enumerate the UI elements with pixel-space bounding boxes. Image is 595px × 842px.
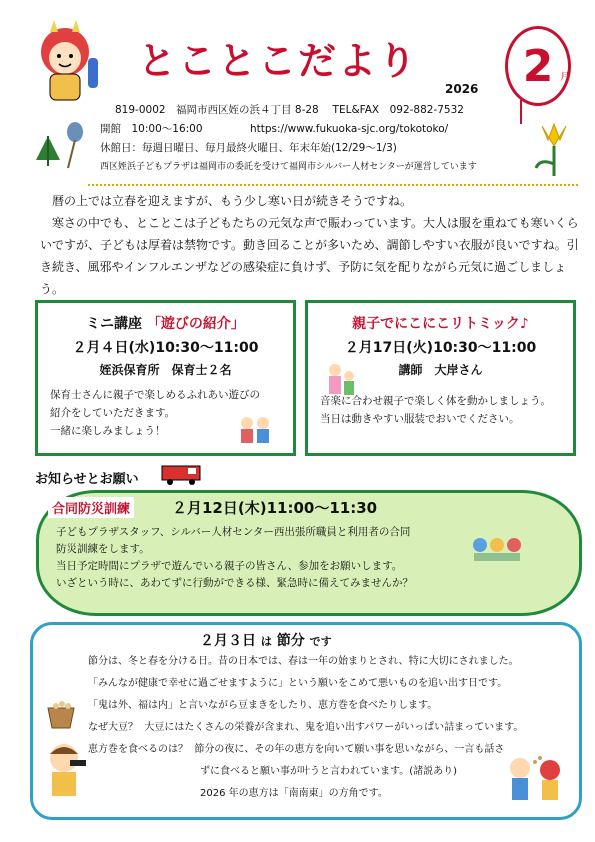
- child-eating-ehomaki-icon: [40, 740, 88, 800]
- oni-illustration: [20, 18, 110, 108]
- website-link[interactable]: https://www.fukuoka-sjc.org/tokotoko/: [250, 123, 449, 135]
- rhythmic-datetime: ２月17日(火)10:30～11:00: [344, 340, 537, 356]
- intro-text: [40, 190, 580, 300]
- month-suffix: 月: [560, 72, 570, 83]
- q2-label: 恵方巻を食べるのは？: [88, 744, 188, 755]
- setsubun-particle: は: [260, 635, 272, 648]
- dancing-parent-child-icon: [325, 362, 357, 398]
- issue-month: 2: [522, 40, 554, 92]
- fire-truck-icon: [160, 460, 204, 486]
- setsubun-q2: [88, 740, 504, 760]
- setsubun-ehou: 2026 年の恵方は「南南東」の方角です。: [200, 788, 388, 799]
- setsubun-name: 節分: [276, 633, 305, 649]
- setsubun-p1: 節分は、冬と春を分ける日。昔の日本では、春は一年の始まりとされ、特に大切にされました。: [88, 656, 519, 667]
- month-balloon: [505, 26, 571, 106]
- operator-note: 西区姪浜子どもプラザは福岡市の委託を受けて福岡市シルバー人材センターが運営しています: [100, 162, 477, 172]
- q1-label: なぜ大豆？: [88, 722, 138, 733]
- mini-lecture-topic: 「遊びの紹介」: [146, 316, 245, 332]
- tulip-flower-icon: [530, 118, 578, 178]
- drill-line-3: 当日予定時間にプラザで遊んでいる親子の皆さん、参加をお願いします。: [56, 560, 403, 572]
- setsubun-q2-cont: ずに食べると願い事が叶うと言われています。(諸説あり): [200, 766, 458, 777]
- opening-hours: 開館 10:00～16:00: [100, 123, 203, 135]
- intro-paragraph-2: 寒さの中でも、とことこは子どもたちの元気な声で賑わっています。大人は服を重ねても寒いくらいですが、子どもは厚着は禁物です。動き回ることが多いため、調節しやすい衣服が良いですね。引き続き、風邪やインフルエンザなどの感染症に負けず、予防に気を配りながら元気に過ごしましょう。: [40, 216, 579, 296]
- setsubun-p2: 「みんなが健康で幸せに過ごせますように」という願いをこめて悪いものを追い出す日です。: [88, 678, 508, 689]
- rhythmic-text-2: 当日は動きやすい服装でおいでください。: [320, 413, 520, 425]
- mini-lecture-datetime: ２月４日(水)10:30～11:00: [72, 340, 259, 356]
- rhythmic-title: 親子でにこにこリトミック♪: [352, 316, 529, 332]
- rhythmic-text-1: 音楽に合わせ親子で楽しく体を動かしましょう。: [320, 395, 551, 407]
- fish-stick-icon: [60, 120, 90, 170]
- notice-heading: お知らせとお願い: [35, 472, 139, 487]
- intro-paragraph-1: 暦の上では立春を迎えますが、もう少し寒い日が続きそうですね。: [52, 194, 413, 208]
- drill-title: 合同防災訓練: [48, 497, 134, 518]
- setsubun-date: ２月３日: [200, 633, 256, 649]
- mini-lecture-label: ミニ講座: [86, 316, 143, 332]
- mini-lecture-speaker: 姪浜保育所 保育士２名: [99, 363, 232, 377]
- drill-text: [56, 524, 456, 592]
- mini-lecture-title: [38, 313, 293, 333]
- mini-lecture-text-2: 紹介をしていただきます。: [50, 407, 176, 419]
- setsubun-q1: [88, 718, 523, 738]
- q1-text: 大豆にはたくさんの栄養が含まれ、鬼を追い出すパワーがいっぱい詰まっています。: [144, 722, 524, 733]
- mini-lecture-text-3: 一緒に楽しみましょう！: [50, 425, 166, 437]
- mini-lecture-text-1: 保育士さんに親子で楽しめるふれあい遊びの: [50, 389, 260, 401]
- balloon-string: [520, 100, 522, 124]
- children-playing-icon: [235, 415, 275, 445]
- closed-days: 休館日：毎週日曜日、毎月最終火曜日、年末年始(12/29～1/3): [100, 142, 397, 154]
- setsubun-p3: 「鬼は外、福は内」と言いながら豆まきをしたり、恵方巻を食べたりします。: [88, 700, 438, 711]
- header-divider: [88, 184, 578, 186]
- drill-line-1: 子どもプラザスタッフ、シルバー人材センター西出張所職員と利用者の合同: [56, 526, 411, 538]
- q2-text: 節分の夜に、その年の恵方を向いて願い事を思いながら、一言も話さ: [194, 744, 505, 755]
- drill-line-2: 防災訓練をします。: [56, 543, 150, 555]
- address-line: 819-0002 福岡市西区姪の浜４丁目 8-28 TEL&FAX 092-882-7532: [115, 104, 464, 116]
- newsletter-title: とことこだより: [138, 39, 419, 83]
- bean-box-icon: [44, 700, 78, 730]
- setsubun-end: です: [309, 635, 332, 648]
- drill-datetime: ２月12日(木)11:00～11:30: [172, 499, 378, 517]
- group-children-icon: [470, 535, 524, 565]
- rhythmic-instructor: 講師 大岸さん: [398, 363, 483, 377]
- bean-throwing-children-icon: [500, 752, 570, 806]
- drill-line-4: いざという時に、あわてずに行動ができる様、緊急時に備えてみませんか？: [56, 577, 413, 589]
- issue-year: 2026: [445, 82, 479, 96]
- setsubun-title: [200, 630, 332, 650]
